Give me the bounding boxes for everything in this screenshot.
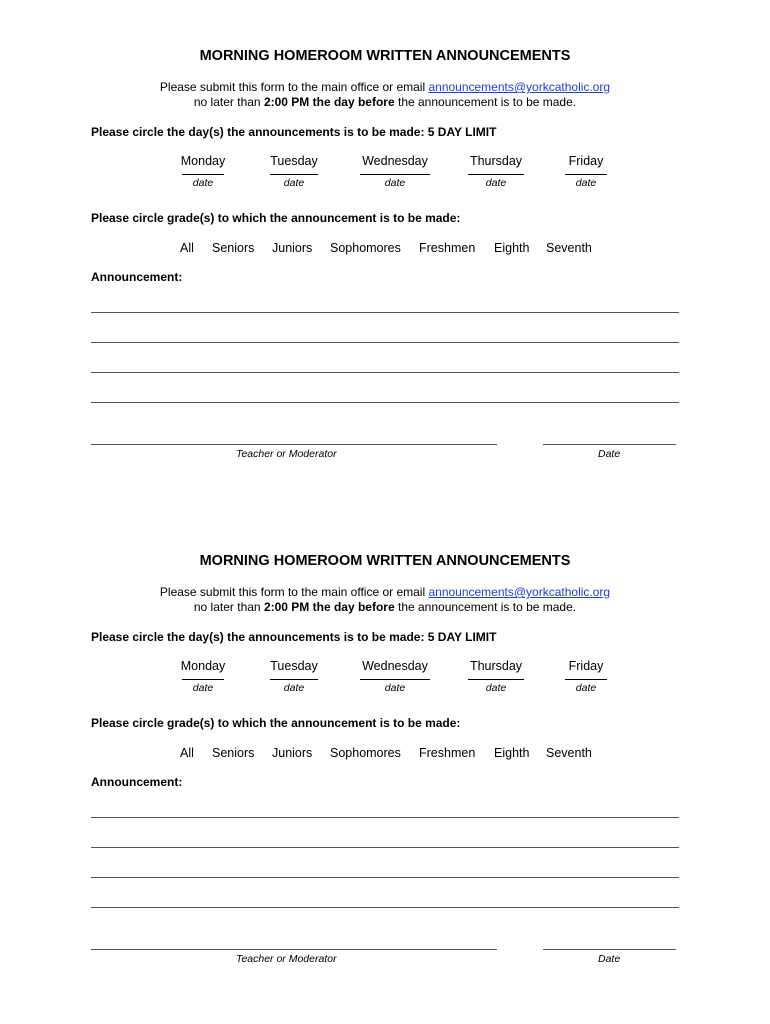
day-option-friday[interactable]	[536, 154, 636, 189]
date-label: date	[384, 682, 406, 694]
grade-option-juniors[interactable]: Juniors	[272, 241, 313, 255]
grade-option-eighth[interactable]: Eighth	[494, 241, 530, 255]
deadline-bold: 2:00 PM the day before	[263, 95, 395, 109]
signature-date-label: Date	[598, 448, 621, 460]
date-label: date	[575, 177, 597, 189]
day-option-tuesday[interactable]	[244, 154, 344, 189]
grade-option-all[interactable]: All	[180, 746, 194, 760]
grade-option-seventh[interactable]: Seventh	[546, 746, 592, 760]
announcement-line[interactable]	[91, 817, 679, 818]
form-title: MORNING HOMEROOM WRITTEN ANNOUNCEMENTS	[199, 553, 571, 569]
date-label: date	[283, 177, 305, 189]
day-option-monday[interactable]	[153, 659, 253, 694]
announcement-line[interactable]	[91, 907, 679, 908]
email-link[interactable]: announcements@yorkcatholic.org	[428, 80, 611, 94]
date-line[interactable]	[468, 678, 524, 680]
email-link[interactable]: announcements@yorkcatholic.org	[428, 585, 611, 599]
announcement-form-1	[0, 0, 770, 505]
day-name: Wednesday	[362, 659, 428, 673]
date-line[interactable]	[360, 678, 430, 680]
days-instruction: Please circle the day(s) the announcements is to be made: 5 DAY LIMIT	[91, 125, 497, 139]
day-option-wednesday[interactable]	[345, 154, 445, 189]
date-label: date	[192, 177, 214, 189]
day-name: Tuesday	[270, 659, 318, 673]
announcement-line[interactable]	[91, 877, 679, 878]
date-line[interactable]	[360, 173, 430, 175]
day-name: Thursday	[469, 154, 523, 168]
announcement-label: Announcement:	[91, 775, 183, 789]
signature-date-label: Date	[598, 953, 621, 965]
announcement-label: Announcement:	[91, 270, 183, 284]
grades-instruction: Please circle grade(s) to which the announcement is to be made:	[91, 716, 461, 730]
day-name: Monday	[180, 154, 226, 168]
teacher-label: Teacher or Moderator	[236, 448, 337, 460]
day-option-monday[interactable]	[153, 154, 253, 189]
day-option-thursday[interactable]	[446, 154, 546, 189]
day-option-wednesday[interactable]	[345, 659, 445, 694]
date-line[interactable]	[565, 678, 607, 680]
announcement-line[interactable]	[91, 312, 679, 313]
deadline-text	[0, 600, 770, 614]
form-title: MORNING HOMEROOM WRITTEN ANNOUNCEMENTS	[199, 48, 571, 64]
grade-option-all[interactable]: All	[180, 241, 194, 255]
announcement-line[interactable]	[91, 402, 679, 403]
day-option-tuesday[interactable]	[244, 659, 344, 694]
deadline-bold: 2:00 PM the day before	[263, 600, 395, 614]
deadline-text	[0, 95, 770, 109]
submit-text: Please submit this form to the main office or email	[159, 80, 429, 94]
grade-option-freshmen[interactable]: Freshmen	[419, 241, 476, 255]
date-line[interactable]	[182, 678, 224, 680]
signature-date-line[interactable]	[543, 444, 676, 445]
announcement-form-2	[0, 505, 770, 1010]
grade-option-seniors[interactable]: Seniors	[212, 241, 255, 255]
deadline-prefix: no later than	[193, 600, 264, 614]
days-instruction: Please circle the day(s) the announcements is to be made: 5 DAY LIMIT	[91, 630, 497, 644]
day-name: Thursday	[469, 659, 523, 673]
grade-option-seniors[interactable]: Seniors	[212, 746, 255, 760]
deadline-prefix: no later than	[193, 95, 264, 109]
announcement-line[interactable]	[91, 372, 679, 373]
day-name: Monday	[180, 659, 226, 673]
announcement-line[interactable]	[91, 847, 679, 848]
day-name: Tuesday	[270, 154, 318, 168]
date-label: date	[485, 177, 507, 189]
grade-option-sophomores[interactable]: Sophomores	[330, 241, 401, 255]
deadline-suffix: the announcement is to be made.	[394, 95, 577, 109]
teacher-signature-line[interactable]	[91, 949, 497, 950]
day-name: Friday	[568, 154, 604, 168]
teacher-label: Teacher or Moderator	[236, 953, 337, 965]
date-line[interactable]	[270, 678, 318, 680]
date-line[interactable]	[565, 173, 607, 175]
date-line[interactable]	[270, 173, 318, 175]
date-label: date	[575, 682, 597, 694]
announcement-line[interactable]	[91, 342, 679, 343]
grade-option-eighth[interactable]: Eighth	[494, 746, 530, 760]
deadline-suffix: the announcement is to be made.	[394, 600, 577, 614]
grade-option-freshmen[interactable]: Freshmen	[419, 746, 476, 760]
date-label: date	[384, 177, 406, 189]
date-line[interactable]	[182, 173, 224, 175]
date-label: date	[283, 682, 305, 694]
teacher-signature-line[interactable]	[91, 444, 497, 445]
date-label: date	[192, 682, 214, 694]
day-option-thursday[interactable]	[446, 659, 546, 694]
submit-instructions	[0, 585, 770, 599]
grade-option-seventh[interactable]: Seventh	[546, 241, 592, 255]
day-name: Friday	[568, 659, 604, 673]
day-option-friday[interactable]	[536, 659, 636, 694]
signature-date-line[interactable]	[543, 949, 676, 950]
submit-text: Please submit this form to the main office or email	[159, 585, 429, 599]
grade-option-juniors[interactable]: Juniors	[272, 746, 313, 760]
day-name: Wednesday	[362, 154, 428, 168]
submit-instructions	[0, 80, 770, 94]
date-label: date	[485, 682, 507, 694]
date-line[interactable]	[468, 173, 524, 175]
grades-instruction: Please circle grade(s) to which the announcement is to be made:	[91, 211, 461, 225]
grade-option-sophomores[interactable]: Sophomores	[330, 746, 401, 760]
